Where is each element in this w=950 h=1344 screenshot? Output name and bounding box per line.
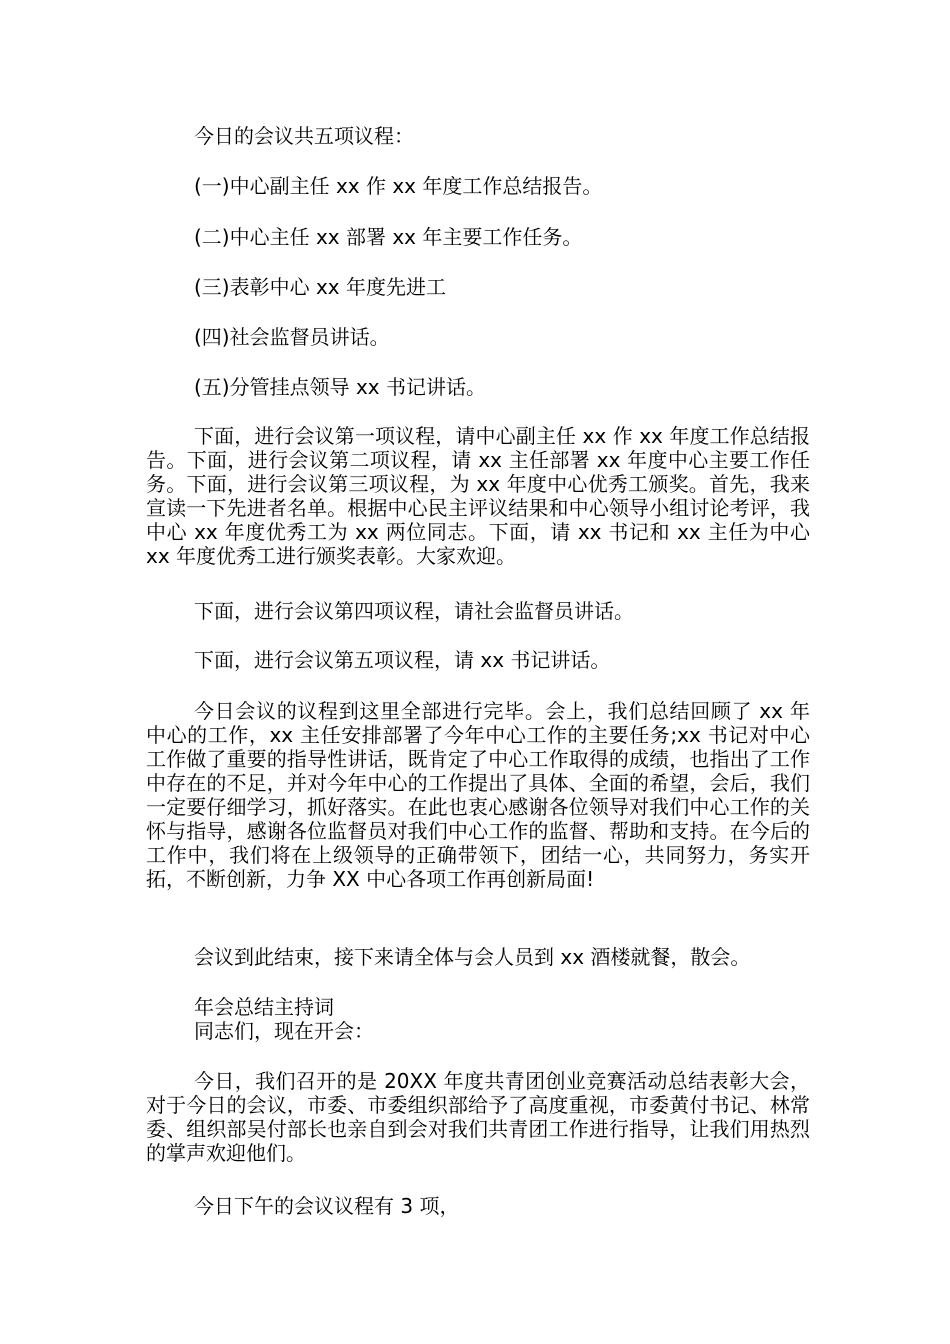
- agenda-step-5: 下面，进行会议第五项议程，请 xx 书记讲话。: [194, 648, 611, 672]
- agenda-steps-paragraph: 下面，进行会议第一项议程，请中心副主任 xx 作 xx 年度工作总结报告。下面，进行会议第二项议程，请 xx 主任部署 xx 年度中心主要工作任务。下面，进行会议第三项议程，为 xx 年度中心优秀工颁奖。首先，我来宣读一下先进者名单。根据中心民主评议结果和中心领导小组讨论考评，我中心 xx 年度优秀工为 xx 两位同志。下面，请 xx 书记和 xx 主任为中心 xx 年度优秀工进行颁奖表彰。大家欢迎。: [146, 424, 810, 568]
- section-title: 年会总结主持词: [194, 995, 334, 1019]
- agenda-item-2: (二)中心主任 xx 部署 xx 年主要工作任务。: [194, 225, 583, 249]
- greeting: 同志们，现在开会：: [194, 1019, 374, 1043]
- agenda-item-4: (四)社会监督员讲话。: [194, 325, 390, 349]
- agenda-item-5: (五)分管挂点领导 xx 书记讲话。: [194, 375, 486, 399]
- meeting-end: 会议到此结束，接下来请全体与会人员到 xx 酒楼就餐，散会。: [194, 945, 751, 969]
- afternoon-agenda: 今日下午的会议议程有 3 项，: [194, 1194, 460, 1218]
- agenda-intro: 今日的会议共五项议程：: [194, 124, 414, 148]
- agenda-item-3: (三)表彰中心 xx 年度先进工: [194, 275, 446, 299]
- agenda-step-4: 下面，进行会议第四项议程，请社会监督员讲话。: [194, 599, 634, 623]
- closing-summary-paragraph: 今日会议的议程到这里全部进行完毕。会上，我们总结回顾了 xx 年中心的工作，xx 主任安排部署了今年中心工作的主要任务;xx 书记对中心工作做了重要的指导性讲话，既肯定了中心工作取得的成绩，也指出了工作中存在的不足，并对今年中心的工作提出了具体、全面的希望，会后，我们一定要仔细学习，抓好落实。在此也衷心感谢各位领导对我们中心工作的关怀与指导，感谢各位监督员对我们中心工作的监督、帮助和支持。在今后的工作中，我们将在上级领导的正确带领下，团结一心，共同努力，务实开拓，不断创新，力争 XX 中心各项工作再创新局面!: [146, 699, 810, 891]
- agenda-item-1: (一)中心副主任 xx 作 xx 年度工作总结报告。: [194, 174, 603, 198]
- opening-paragraph: 今日，我们召开的是 20XX 年度共青团创业竞赛活动总结表彰大会，对于今日的会议，市委、市委组织部给予了高度重视，市委黄付书记、林常委、组织部吴付部长也亲自到会对我们共青团工作进行指导，让我们用热烈的掌声欢迎他们。: [146, 1069, 810, 1165]
